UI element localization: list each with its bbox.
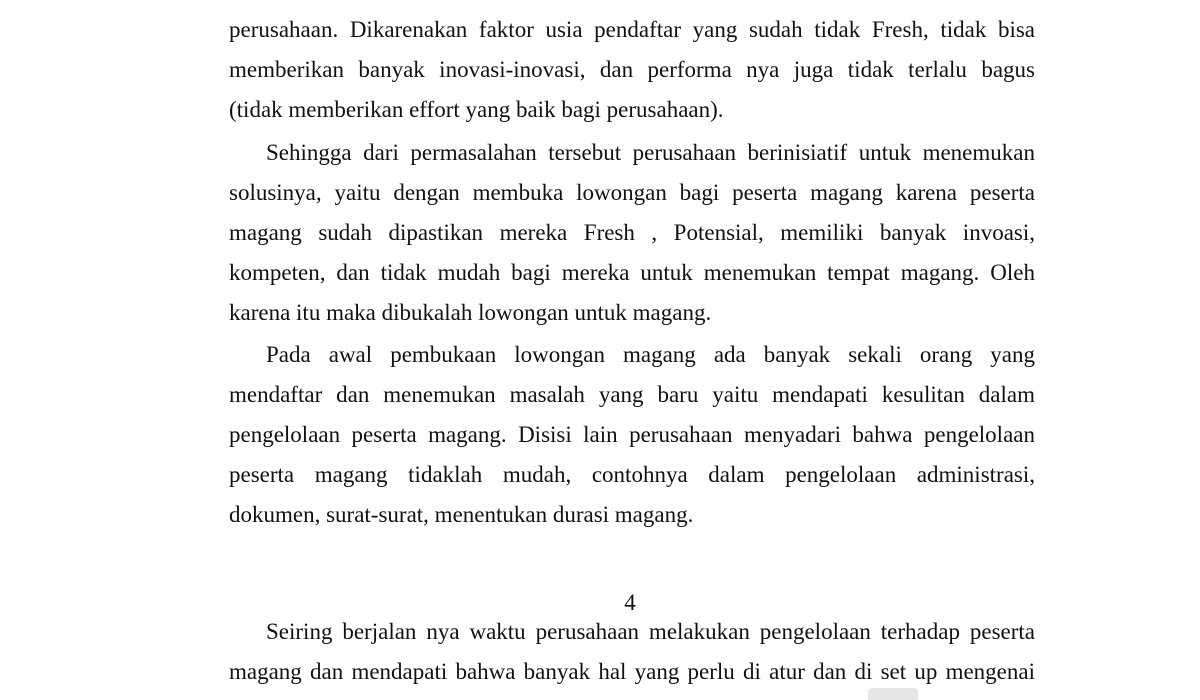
page-number: 4 [624, 590, 636, 615]
paragraph-line: magang dan mendapati bahwa banyak hal yang perlu di atur dan di set up mengenai [229, 659, 1035, 684]
scan-smudge [868, 688, 918, 700]
paragraph-line: Seiring berjalan nya waktu perusahaan melakukan pengelolaan terhadap peserta [266, 619, 1035, 644]
paragraph-line: memberikan banyak inovasi-inovasi, dan performa nya juga tidak terlalu bagus [229, 57, 1035, 82]
paragraph-line: Sehingga dari permasalahan tersebut perusahaan berinisiatif untuk menemukan [266, 140, 1035, 165]
paragraph-line: solusinya, yaitu dengan membuka lowongan bagi peserta magang karena peserta [229, 180, 1035, 205]
paragraph-line: (tidak memberikan effort yang baik bagi perusahaan). [229, 97, 724, 122]
paragraph-line: kompeten, dan tidak mudah bagi mereka untuk menemukan tempat magang. Oleh [229, 260, 1035, 285]
paragraph-line: karena itu maka dibukalah lowongan untuk magang. [229, 300, 712, 325]
paragraph-line: pengelolaan peserta magang. Disisi lain perusahaan menyadari bahwa pengelolaan [229, 422, 1035, 447]
paragraph-line: peserta magang tidaklah mudah, contohnya dalam pengelolaan administrasi, [229, 462, 1035, 487]
paragraph-line: perusahaan. Dikarenakan faktor usia pendaftar yang sudah tidak Fresh, tidak bisa [229, 17, 1035, 42]
paragraph-line: mendaftar dan menemukan masalah yang baru yaitu mendapati kesulitan dalam [229, 382, 1035, 407]
paragraph-line: Pada awal pembukaan lowongan magang ada banyak sekali orang yang [266, 342, 1035, 367]
paragraph-line: dokumen, surat-surat, menentukan durasi magang. [229, 502, 694, 527]
paragraph-line: magang sudah dipastikan mereka Fresh , Potensial, memiliki banyak invoasi, [229, 220, 1035, 245]
